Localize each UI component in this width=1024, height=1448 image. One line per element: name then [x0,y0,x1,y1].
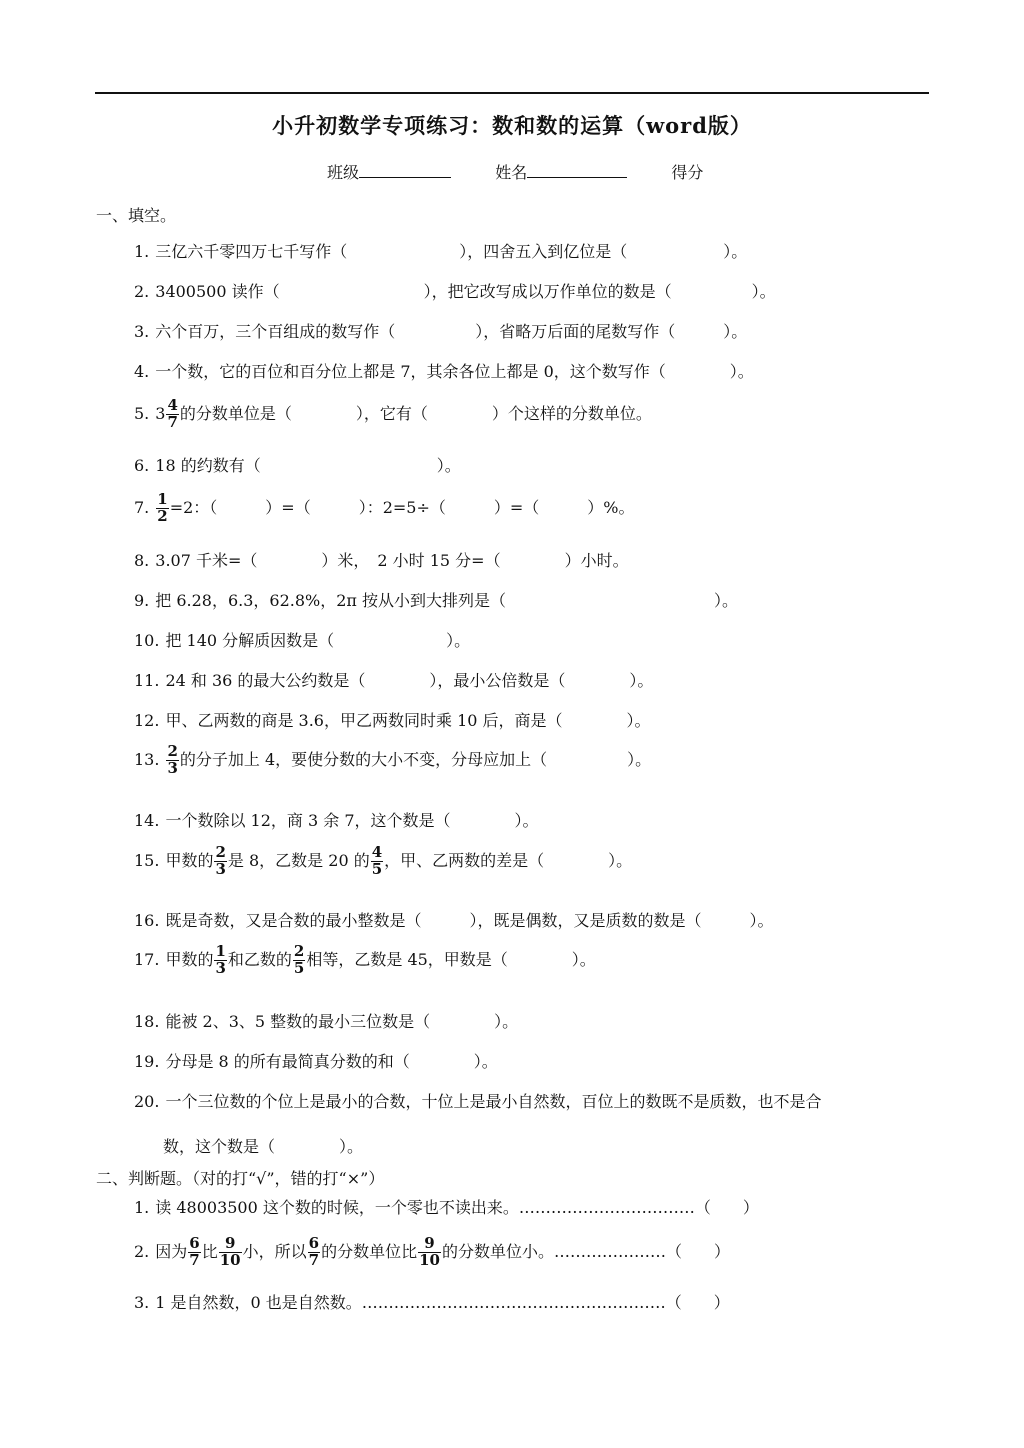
numerator: 2 [167,742,178,760]
question-number: 20. [134,1092,160,1111]
numerator: 2 [215,843,226,861]
question-number: 3. [134,1293,150,1312]
question-text: 18 的约数有（ ）。 [155,456,461,475]
question-text: 读 48003500 这个数的时候，一个零也不读出来。……………………………（ ） [155,1198,759,1217]
question-text: 一个数除以 12，商 3 余 7，这个数是（ ）。 [165,811,539,830]
question-number: 2. [134,1241,150,1261]
question-17 [134,944,596,977]
question-6 [134,458,461,474]
question-text-mid: 和乙数的 [227,949,292,969]
denominator: 2 [157,506,168,525]
numerator: 6 [189,1234,200,1252]
question-text: 一个数，它的百位和百分位上都是 7，其余各位上都是 0，这个数写作（ ）。 [155,362,754,381]
section1-heading: 一、填空。 [96,206,177,225]
question-number: 11. [134,671,160,690]
numerator: 1 [215,942,226,960]
question-text: 三亿六千零四万七千写作（ ），四舍五入到亿位是（ ）。 [155,242,748,261]
question-text: 既是奇数，又是合数的最小整数是（ ），既是偶数，又是质数的数是（ ）。 [165,911,774,930]
question-9 [134,593,738,609]
question-text-mid: 小，所以 [242,1241,307,1261]
question-text: 把 140 分解质因数是（ ）。 [165,631,471,650]
question-number: 7. [134,497,150,517]
denominator: 5 [371,859,383,878]
top-rule [95,92,929,94]
fraction [418,1236,441,1269]
question-text-pre: 甲数的 [165,949,214,969]
question-text-pre: 因为 [155,1241,188,1261]
judge-question-2 [134,1236,730,1269]
question-20 [134,1094,821,1110]
numerator: 1 [157,490,168,508]
question-number: 3. [134,322,150,341]
question-18 [134,1014,518,1030]
question-number: 5. [134,403,150,423]
denominator: 3 [215,958,226,977]
question-10 [134,633,470,649]
denominator: 3 [167,758,178,777]
fraction [308,1236,320,1269]
question-text: 的分子加上 4，要使分数的大小不变，分母应加上（ ）。 [179,749,652,769]
numerator: 4 [167,396,178,414]
question-16 [134,913,773,929]
question-number: 16. [134,911,160,930]
question-number: 10. [134,631,160,650]
question-number: 18. [134,1012,160,1031]
fraction [188,1236,200,1269]
question-number: 8. [134,551,150,570]
question-text-mid: 的分数单位比 [321,1241,418,1261]
denominator: 10 [219,1250,241,1269]
question-8 [134,553,629,569]
question-2 [134,284,776,300]
denominator: 7 [189,1250,200,1269]
question-text: 分母是 8 的所有最简真分数的和（ ）。 [165,1052,498,1071]
section2-heading: 二、判断题。（对的打“√”，错的打“×”） [96,1169,385,1188]
score-label: 得分 [671,163,704,182]
numerator: 9 [224,1234,236,1252]
question-4 [134,364,754,380]
numerator: 6 [308,1234,320,1252]
question-text: 六个百万，三个百组成的数写作（ ），省略万后面的尾数写作（ ）。 [155,322,748,341]
question-text: 的分数单位小。…………………（ ） [441,1241,730,1261]
question-text-mid: 是 8，乙数是 20 的 [227,850,370,870]
mixed-number-whole: 3 [155,403,166,423]
question-text: ，甲、乙两数的差是（ ）。 [384,850,633,870]
question-3 [134,324,747,340]
question-text: 一个三位数的个位上是最小的合数，十位上是最小自然数，百位上的数既不是质数，也不是合 [165,1092,822,1111]
question-number: 14. [134,811,160,830]
question-14 [134,813,539,829]
name-label: 姓名 [495,163,528,182]
question-text: 3.07 千米=（ ）米， 2 小时 15 分=（ ）小时。 [155,551,629,570]
question-text: 的分数单位是（ ），它有（ ）个这样的分数单位。 [179,403,652,423]
question-20-continued: 数，这个数是（ ）。 [163,1137,364,1156]
name-blank[interactable] [527,161,627,178]
page-title: 小升初数学专项练习：数和数的运算（word版） [272,113,752,138]
question-5 [134,398,652,431]
question-13 [134,744,651,777]
question-number: 15. [134,850,160,870]
question-12 [134,713,651,729]
question-text: 把 6.28，6.3，62.8%，2π 按从小到大排列是（ ）。 [155,591,739,610]
question-19 [134,1054,498,1070]
fraction [219,1236,242,1269]
question-number: 4. [134,362,150,381]
question-11 [134,673,653,689]
question-number: 13. [134,749,160,769]
question-text-mid: 比 [201,1241,218,1261]
fraction [214,944,226,977]
question-number: 6. [134,456,150,475]
numerator: 4 [371,843,383,861]
denominator: 5 [293,958,305,977]
denominator: 7 [308,1250,320,1269]
question-text: =2：（ ）=（ ）：2=5÷（ ）=（ ）%。 [169,497,635,517]
question-7 [134,492,634,525]
question-number: 1. [134,1198,150,1217]
numerator: 2 [293,942,305,960]
question-number: 12. [134,711,160,730]
question-text: 24 和 36 的最大公约数是（ ），最小公倍数是（ ）。 [165,671,654,690]
question-number: 2. [134,282,150,301]
question-number: 1. [134,242,150,261]
fraction [166,398,178,431]
judge-question-3 [134,1295,730,1311]
denominator: 10 [419,1250,440,1269]
question-text: 3400500 读作（ ），把它改写成以万作单位的数是（ ）。 [155,282,776,301]
fraction [371,845,383,878]
question-15 [134,845,632,878]
question-text: 相等，乙数是 45，甲数是（ ）。 [306,949,596,969]
question-text: 能被 2、3、5 整数的最小三位数是（ ）。 [165,1012,519,1031]
question-text: 1 是自然数，0 也是自然数。…………………………………………………（ ） [155,1293,730,1312]
question-1 [134,244,747,260]
question-number: 17. [134,949,160,969]
fraction [166,744,178,777]
question-number: 9. [134,591,150,610]
class-blank[interactable] [359,161,451,178]
judge-question-1 [134,1200,759,1216]
denominator: 3 [215,859,226,878]
numerator: 9 [424,1234,435,1252]
class-label: 班级 [327,163,360,182]
fraction [293,944,305,977]
student-info-line [327,160,703,183]
denominator: 7 [167,412,178,431]
fraction [156,492,168,525]
fraction [214,845,226,878]
question-text-pre: 甲数的 [165,850,214,870]
question-number: 19. [134,1052,160,1071]
question-text: 甲、乙两数的商是 3.6，甲乙两数同时乘 10 后，商是（ ）。 [165,711,651,730]
